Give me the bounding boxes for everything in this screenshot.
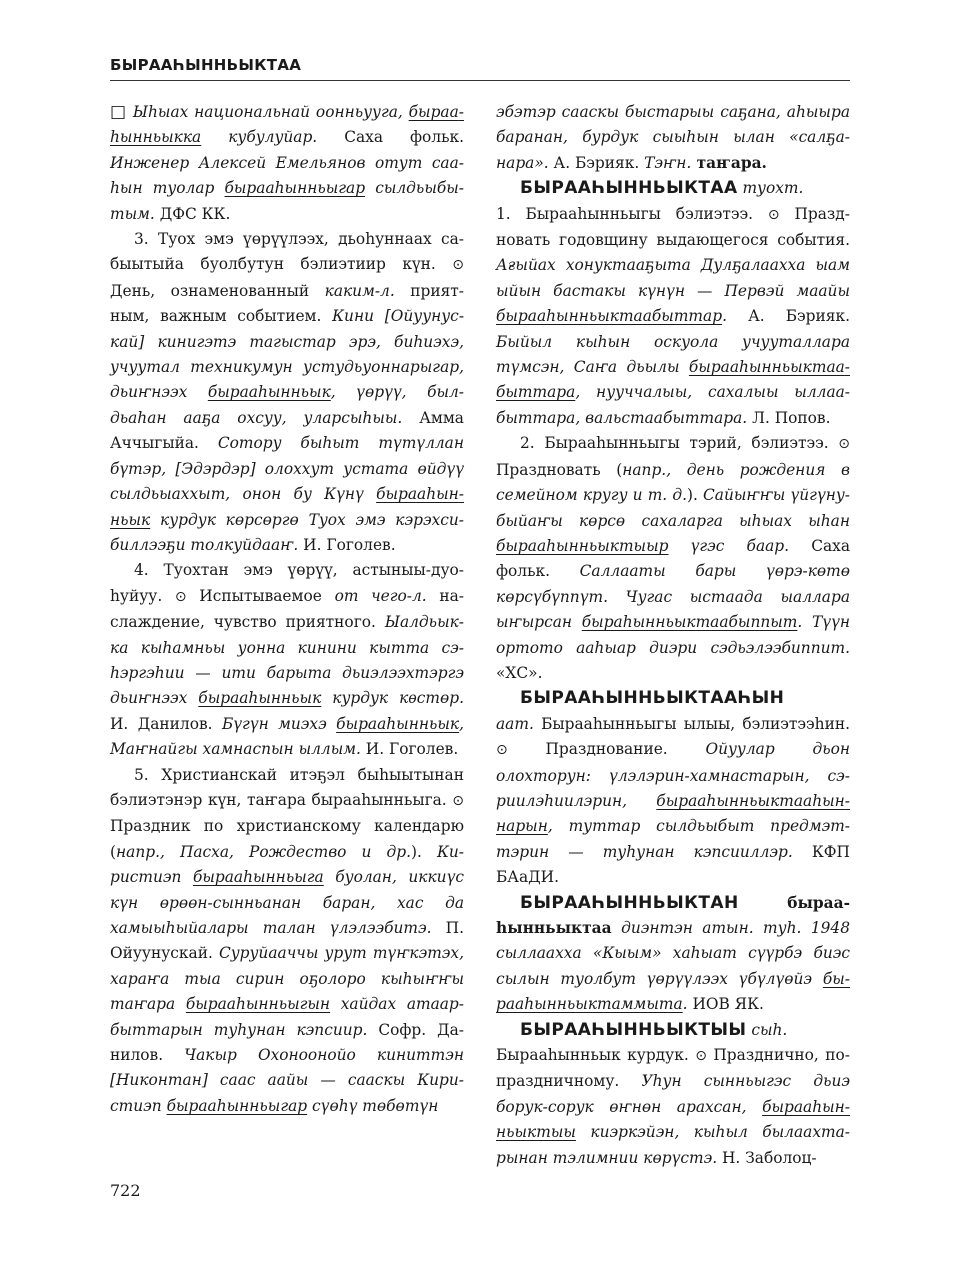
headword-ref: бырааһынньыктыыр	[496, 536, 669, 555]
headword-ref: бырааһынньык	[110, 485, 464, 529]
headword-ref: бырааһынньыгар	[224, 179, 366, 198]
sense-5: 5. Христианскай итэҕэл быһыытынан бэлиэтэнэр күн, таҥара бырааһынньыга. ⊙ Праздник по христианскому календарю (напр., Пасха, Рождество и др.). Киристиэп бырааһынньыга буолан, иккиүс күн өрөөн-сынньанан баран, хас да хамыыһыйалары талан үлэлээбитэ. П. Ойуунускай. Суруйааччы урут түҥкэтэх, хараҥа тыа сирин оҕолоро кыһыҥҥы таҥара бырааһынньыгын хайдах атаарбыттарын туһунан кэпсиир. Софр. Данилов. Чакыр Охоноонойо киниттэн [Никонтан] саас аайы — сааскы Киристиэп бырааһынньыгар сүөһү төбөтүн	[110, 765, 464, 1115]
source: Л. Попов.	[747, 408, 831, 427]
headword: БЫРААҺЫННЬЫКТЫЫ	[520, 1019, 747, 1040]
source: «ХС».	[496, 663, 543, 682]
headword-ref: бырааһынньык	[207, 383, 331, 402]
sense-3: 3. Туох эмэ үөрүүлээх, дьоһуннаах сабыытыйа буолбутун бэлиэтиир күн. ⊙ День, ознаменованный каким-л. приятным, важным событием. Кини [Ойуунускай] кинигэтэ тагыстар эрэ, биһиэхэ, учуутал техникумун устудьуоннарыгар, дьиҥнээх бырааһынньык, үөрүү, былдьаһан ааҕа охсуу, уларсыһыы. Амма Аччыгыйа. Сотору быһыт түтүллан бүтэр, [Эдэрдэр] олоххут устата өйдүү сылдьыаххыт, онон бу Күнү бырааһынньык курдук көрсөргө Туох эмэ кэрэхсибиллээҕи толкуйдааҥ. И. Гоголев.	[110, 230, 465, 554]
headword-ref: бырааһынньыктааһыннарын	[496, 791, 850, 836]
source: И. Гоголев.	[298, 535, 396, 554]
russian-marker-icon: ⊙	[496, 742, 508, 759]
headword: БЫРААҺЫННЬЫКТАН	[520, 892, 739, 913]
russian-marker-icon: ⊙	[838, 436, 850, 453]
headword-ref: бырааһынньыктаабыттара	[496, 358, 850, 402]
source: Саха фольк.	[317, 128, 464, 147]
headword-ref: бырааһынньыгын	[185, 995, 331, 1014]
source: П. Ойуунускай.	[110, 919, 464, 963]
source: ИОВ ЯК.	[687, 995, 764, 1014]
square-marker: □	[110, 102, 128, 122]
entry-byraahynnyktyy: БЫРААҺЫННЬЫКТЫЫ сыһ. Бырааһынньык курдук. ⊙ Празднично, по-праздничному. Уһун сынньыгэс дьиэ борук-сорук өҥнөн арахсан, бырааһынньыктыы киэркэйэн, кыһыл былаахтарынан тэлимнии көрүстэ. Н. Заболоц-	[496, 1019, 850, 1167]
russian-marker-icon: ⊙	[452, 792, 464, 809]
source: А. Бэрияк.	[726, 307, 850, 326]
headword: БЫРААҺЫННЬЫКТААҺЫН	[520, 688, 785, 709]
headword-ref: бырааһынньыга	[192, 868, 324, 887]
part-of-speech: сыһ.	[751, 1020, 788, 1039]
left-column	[110, 100, 464, 1119]
source: А. Бэрияк.	[548, 153, 645, 172]
russian-marker-icon: ⊙	[174, 588, 187, 605]
source: И. Гоголев.	[360, 740, 459, 759]
entry-byraahynnyktaa: БЫРААҺЫННЬЫКТАА туохт. 1. Бырааһынньыгы бэлиэтээ. ⊙ Праздновать годовщину выдающегося события. Ағыйах хонуктааҕыта Дулҕалааххa ыам ыйын бастакы күнүн — Первэй маайы бырааһынньыктаабыттар. А. Бэрияк. Быйыл кыһын оскуола учууталлара түмсэн, Саҥа дьылы бырааһынньыктаабыттара, нууччалыы, сахалыы ыллаабыттара, вальстаабыттара. Л. Попов.	[496, 178, 850, 427]
source: Софр. Данилов.	[110, 1020, 464, 1065]
russian-marker-icon: ⊙	[767, 206, 780, 223]
sense-4: 4. Туохтан эмэ үөрүү, астыныы-дуоһуйуу. ⊙ Испытываемое от чего-л. наслаждение, чувство приятного. Ыалдьыкка кыһамньы уонна кинини кытта сэһэргэһии — ити барыта дьиэлээхтэргэ дьиҥнээх бырааһынньык курдук кѳстөр. И. Данилов. Бүгүн миэхэ бырааһынньык, Маҥнайгы хамнаспын ыллым. И. Гоголев.	[110, 561, 465, 759]
sense-2: 2. Бырааһынньыгы тэрий, бэлиэтээ. ⊙ Праздновать (напр., день рождения в семейном кругу и т. д.). Сайыҥҥы үйгүну-быйаҥы көрсө сахаларга ыһыах ыһан бырааһынньыктыыр үгэс баар. Саха фольк. Саллааты бары үөрэ-көтө көрсүбүппүт. Чугас ыстаада ыаллара ыҥырсан быраһынньыктаабыппыт. Түүн ортото ааһыар диэри сэдьэлээбиппит. «ХС».	[496, 434, 851, 682]
right-column	[496, 100, 850, 1171]
part-of-speech: туохт.	[742, 179, 804, 198]
headword-ref: бырааһынньык	[336, 714, 460, 733]
source: И. Данилов.	[110, 714, 222, 733]
entry-byraahynnyktan: БЫРААҺЫННЬЫКТАН бырааһынньыктаа диэнтэн атын. туһ. 1948 сыллааххa «Кыым» хаһыат сүүрбэ биэс сылын туолбут үөрүүлээх үбүлүөйэ бырааһынньыктаммыта. ИОВ ЯК.	[496, 892, 850, 1014]
source: КФП БАаДИ.	[496, 842, 850, 887]
russian-marker-icon: ⊙	[452, 257, 464, 274]
headword-ref: быраһынньыктаабыппыт	[581, 613, 798, 632]
source: Амма Аччыгыйа.	[110, 408, 464, 453]
example-text: Ыһыах национальнай оонньууга,	[132, 103, 409, 121]
continued-entry: эбэтэр сааскы быстарыы саҕана, аһыыра баранан, бурдук сыыһын ылан «салҕанара». А. Бэрияк. Тэҥн. таҥара.	[496, 103, 850, 172]
headword-ref: бырааһынньыктыы	[496, 1097, 850, 1142]
source: Н. Заболоц-	[717, 1148, 817, 1167]
headword-ref: бырааһынньыкка	[110, 103, 464, 147]
headword-ref: бырааһынньыктаммыта	[496, 969, 850, 1014]
headword: БЫРААҺЫННЬЫКТАА	[520, 178, 738, 199]
headword-ref: бырааһынньыктаабыттар	[496, 307, 723, 326]
russian-marker-icon: ⊙	[695, 1048, 707, 1065]
headword-ref: бырааһынньыгар	[166, 1096, 308, 1115]
source: ДФС КК.	[154, 204, 231, 223]
paragraph-intro: □ Ыһыах национальнай оонньууга, бырааһынньыкка кубулуйар. Саха фольк. Инженер Алексей Емельянов отут сааһын туолар бырааһынньыгар сылдьыбытым. ДФС КК.	[110, 102, 464, 223]
part-of-speech: аат.	[496, 714, 534, 733]
page-number: 722	[110, 1181, 141, 1200]
headword-ref: бырааһынньык	[198, 689, 322, 708]
running-head: БЫРААҺЫННЬЫКТАА	[110, 56, 850, 81]
entry-byraahynnyktaahyn: БЫРААҺЫННЬЫКТААҺЫН аат. Бырааһынньыгы ылыы, бэлиэтээһин. ⊙ Празднование. Ойуулар дьон олохторун: үлэлэрин-хамнастарын, сэриилэһиилэрин, бырааһынньыктааһыннарын, туттар сылдьыбыт предмэттэрин — туһунан кэпсииллэр. КФП БАаДИ.	[496, 688, 850, 887]
source: Саха фольк.	[496, 536, 851, 581]
